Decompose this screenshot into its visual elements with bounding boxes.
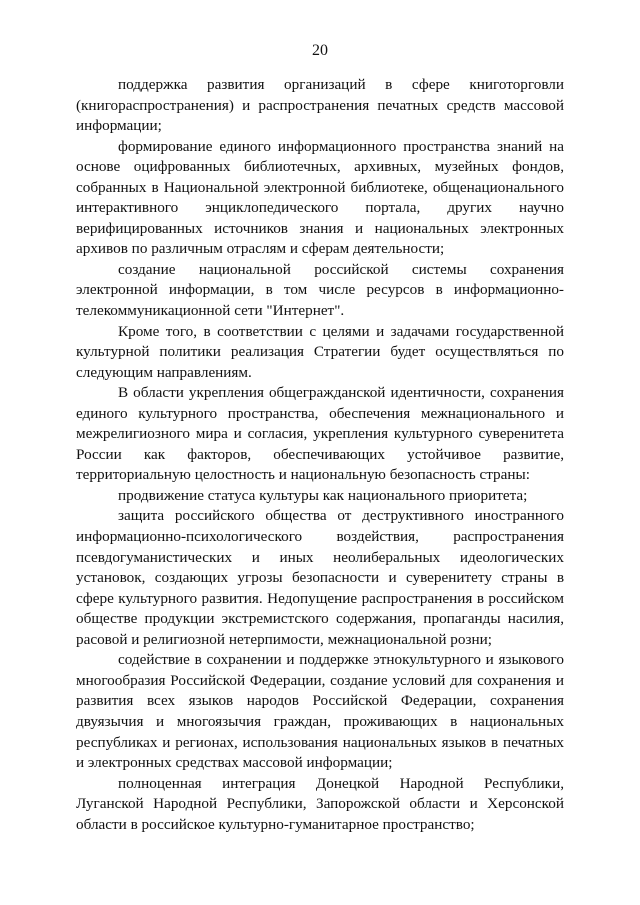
paragraph-society-protection: защита российского общества от деструктивного иностранного информационно-психологического воздействия, распространения псевдогуманистических и иных неолиберальных идеологических установок, создающих угрозы безопасности и суверенитету страны в сфере культурного развития. Недопущение распространения в российском обществе продукции экстремистского содержания, пропаганды насилия, расовой и религиозной нетерпимости, межнациональной розни; bbox=[76, 507, 564, 648]
paragraph-unified-information-space: формирование единого информационного пространства знаний на основе оцифрованных библиотечных, архивных, музейных фондов, собранных в Национальной электронной библиотеке, общенационального интерактивного энциклопедического портала, других научно верифицированных источников знания и национальных электронных архивов по различным отраслям и сферам деятельности; bbox=[76, 137, 564, 258]
paragraph-book-trade-support: поддержка развития организаций в сфере книготорговли (книгораспространения) и распространения печатных средств массовой информации; bbox=[76, 76, 564, 135]
paragraph-electronic-preservation-system: создание национальной российской системы сохранения электронной информации, в том числе ресурсов в информационно-телекоммуникационной сети "Интернет". bbox=[76, 260, 564, 320]
paragraph-strategy-directions: Кроме того, в соответствии с целями и задачами государственной культурной политики реализация Стратегии будет осуществляться по следующим направлениям. bbox=[76, 322, 564, 381]
document-body bbox=[76, 75, 564, 835]
paragraph-culture-priority: продвижение статуса культуры как национального приоритета; bbox=[118, 486, 528, 504]
paragraph-civic-identity: В области укрепления общегражданской идентичности, сохранения единого культурного пространства, обеспечения межнационального и межрелигиозного мира и согласия, укрепления культурного суверенитета России как факторов, обеспечивающих устойчивое развитие, территориальную целостность и национальную безопасность страны: bbox=[76, 384, 564, 484]
page-number: 20 bbox=[312, 42, 328, 59]
paragraph-integration: полноценная интеграция Донецкой Народной Республики, Луганской Народной Республики, Запорожской области и Херсонской области в российское культурно-гуманитарное пространство; bbox=[76, 774, 564, 833]
paragraph-linguistic-diversity: содействие в сохранении и поддержке этнокультурного и языкового многообразия Российской Федерации, создание условий для сохранения и развития всех языков народов Российской Федерации, сохранения двуязычия и многоязычия граждан, проживающих в национальных республиках и регионах, использования национальных языков в печатных и электронных средствах массовой информации; bbox=[76, 651, 564, 772]
